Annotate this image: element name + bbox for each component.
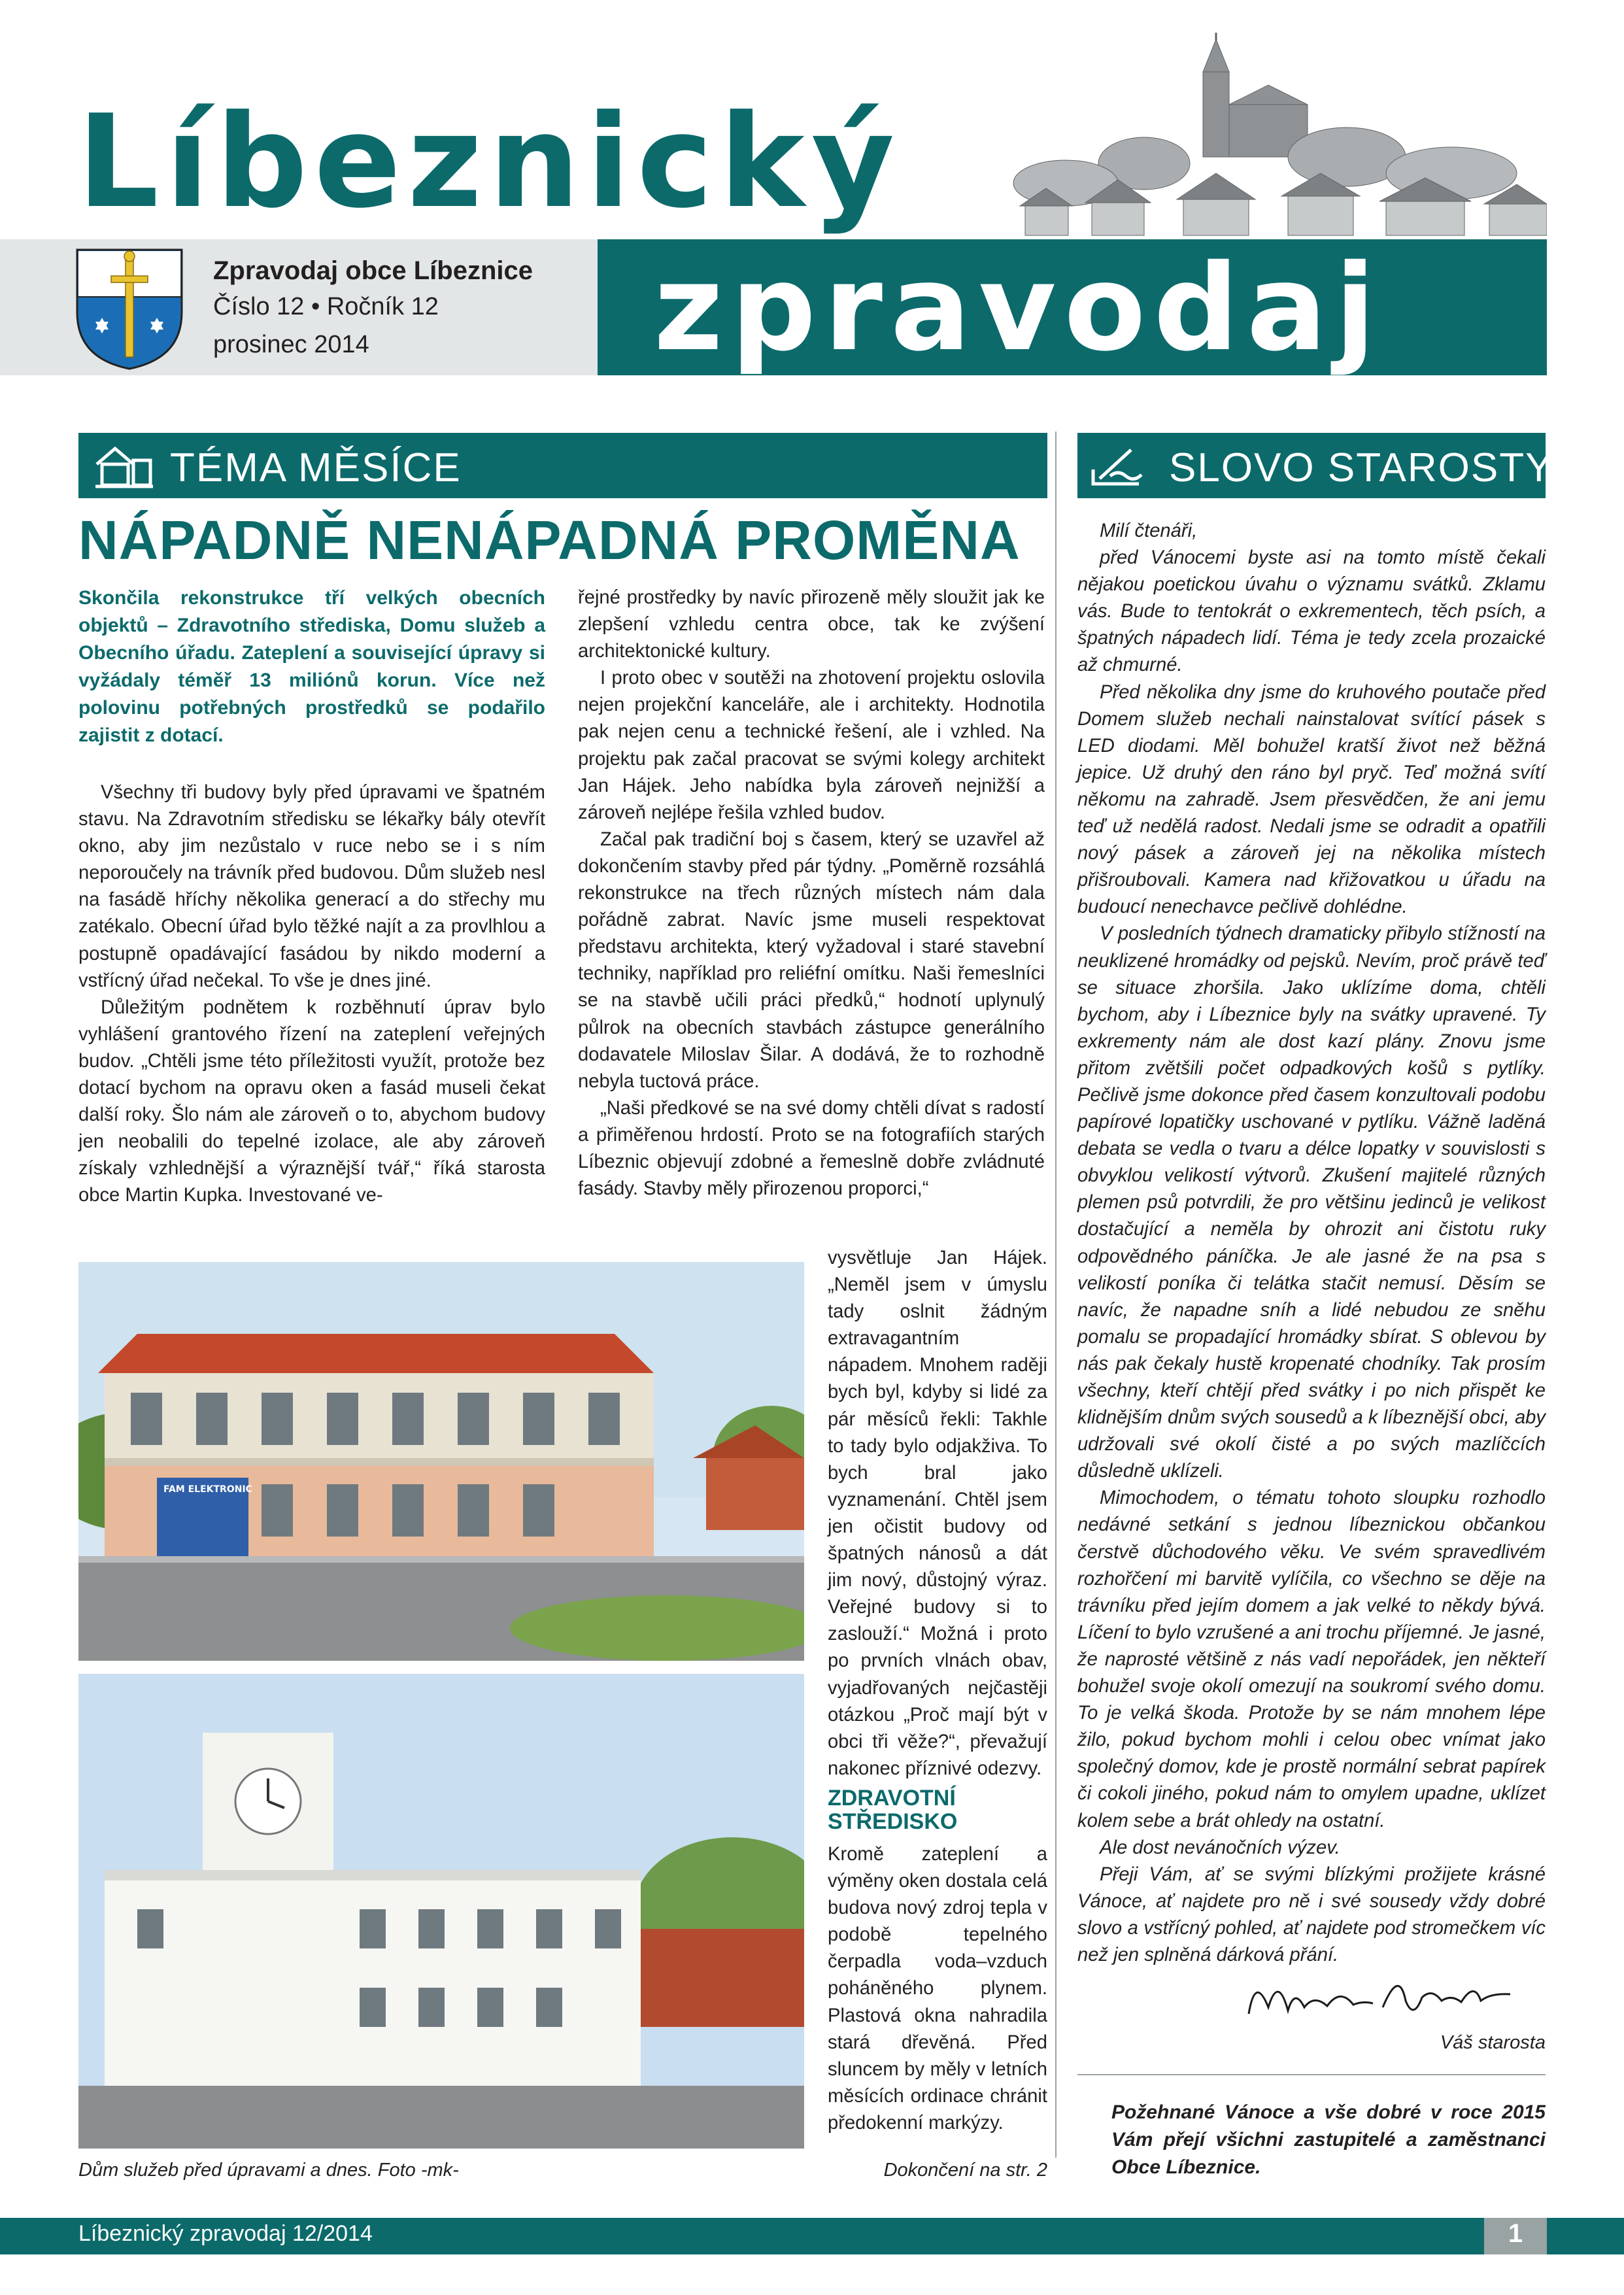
section-label-left: TÉMA MĚSÍCE — [170, 445, 462, 490]
footer-text: Líbeznický zpravodaj 12/2014 — [78, 2221, 373, 2246]
starosta-paragraph: Ale dost nevánočních výzev. — [1100, 1837, 1340, 1858]
house-icon — [93, 442, 156, 489]
starosta-paragraph: Přeji Vám, ať se svými blízkými prožijete krásné Vánoce, ať najdete pro ně i své sousedy vždy dobré slovo a vstřícný pohled, ať najdete pod stromečkem víc než jen splněná dárková přání. — [1077, 1863, 1546, 1965]
article-paragraph: Důležitým podnětem k rozběhnutí úprav bylo vyhlášení grantového řízení na zateplení veřejných budov. „Chtěli jsme této příležitosti využít, protože bez dotací bychom na opravu oken a fasád museli čekat další roky. Šlo nám ale zároveň o to, abychom budovy jen neobalili do tepelné izolace, ale aby zároveň získaly vzhlednější a výraznější tvář,“ říká starosta obce Martin Kupka. Investované ve- — [78, 996, 545, 1206]
starosta-greeting: Milí čtenáři, — [1100, 520, 1198, 541]
shop-sign: FAM ELEKTRONIC — [163, 1484, 252, 1495]
pen-writing-icon — [1091, 443, 1145, 488]
photo-caption: Dům služeb před úpravami a dnes. Foto -mk- — [78, 2160, 459, 2181]
starosta-paragraph: Před několika dny jsme do kruhového poutače před Domem služeb nechali nainstalovat svítící pásek s LED diodami. Měl bohužel kratší život než běžná jepice. Už druhý den ráno byl pryč. Teď možná svítí někomu na zahradě. Jsem přesvědčen, že ani jemu teď už nedělá radost. Nedali jsme se odradit a opatřili nový pásek a zároveň jej na několika místech přišroubovali. Kamera nad křižovatkou u úřadu na budoucí nenechavce pečlivě dohlédne. — [1077, 681, 1546, 918]
section-bar-slovo-starosty — [1077, 433, 1554, 498]
article-paragraph: Začal pak tradiční boj s časem, který se uzavřel až dokončením stavby před pár týdny. „Poměrně rozsáhlá rekonstrukce na třech různých místech nám dala pořádně zabrat. Navíc jsme museli respektovat představu architekta, který vyžadoval i staré stavební techniky, například pro reliéfní omítku. Naši řemeslníci se na stavbě učili práci předků,“ hodnotí uplynulý půlrok na obecních stavbách zástupce generálního dodavatele Miloslav Šilar. A dodává, že to rozhodně nebyla tuctová práce. — [578, 828, 1045, 1092]
masthead-title-line2: zpravodaj — [654, 239, 1383, 377]
article-column-3b — [828, 1841, 1047, 2137]
photo-dum-sluzeb — [78, 1262, 804, 1661]
town-illustration — [1007, 33, 1547, 239]
article-column-2 — [578, 585, 1045, 1202]
article-column-3 — [828, 1245, 1047, 1782]
section-label-right: SLOVO STAROSTY — [1169, 445, 1554, 490]
starosta-column — [1077, 518, 1546, 1969]
masthead-date: prosinec 2014 — [213, 331, 369, 358]
article-paragraph: řejné prostředky by navíc přirozeně měly sloužit jak ke zlepšení vzhledu centra obce, tak ke zvýšení architektonické kultury. — [578, 587, 1045, 662]
article-lead: Skončila rekonstrukce tří velkých obecních objektů – Zdravotního střediska, Domu služeb a Obecního úřadu. Zateplení a související úpravy si vyžádaly téměř 13 miliónů korun. Více než polovinu potřebných prostředků se podařilo zajistit z dotací. — [78, 587, 545, 746]
starosta-paragraph: Mimochodem, o tématu tohoto sloupku rozhodlo nedávné setkání s jednou líbeznickou občankou čerstvě důchodového věku. Ve svém spravedlivém rozhořčení mi barvitě vylíčila, co všechno se děje na trávníku před jejím domem a jak velké to někdy bývá. Líčení to bylo vzrušené a ani trochu příjemné. Je jasné, že naprosté většině z nás vadí nepořádek, jen někteří bohužel svoje okolí omezují na soukromí svého domu. To je velká škoda. Protože by se nám mnohem lépe žilo, pokud bychom mohli i celou obec vnímat jako společný domov, kde je prostě normální sebrat papírek či cokoli jiného, pokud nám to omylem upadne, uklízet kolem sebe a brát ohledy na ostatní. — [1077, 1488, 1546, 1831]
article-paragraph: Kromě zateplení a výměny oken dostala celá budova nový zdroj tepla v podobě tepelného čerpadla voda–vzduch poháněného plynem. Plastová okna nahradila stará dřevěná. Před sluncem by měly v letních měsících ordinace chránit předokenní markýzy. — [828, 1844, 1047, 2134]
masthead-issue: Číslo 12 • Ročník 12 — [213, 293, 439, 320]
article-column-1 — [78, 779, 545, 1210]
coat-of-arms-icon — [75, 247, 184, 371]
signature-divider — [1077, 2074, 1546, 2075]
column-divider — [1055, 432, 1057, 2158]
subheading-zdravotni-stredisko: ZDRAVOTNÍ STŘEDISKO — [828, 1786, 958, 1834]
closing-greeting: Požehnané Vánoce a vše dobré v roce 2015 Vám přejí všichni zastupitelé a zaměstnanci Obce Líbeznice. — [1111, 2101, 1546, 2178]
article-paragraph: Všechny tři budovy byly před úpravami ve špatném stavu. Na Zdravotním středisku se lékařky bály otevřít okno, aby jim nezůstalo v ruce nebo se i s ním neporoučely na trávník před budovou. Dům služeb nesl na fasádě hříchy několika generací a do střechy mu zatékalo. Obecní úřad bylo těžké najít a za provlhlou a postupně opadávající fasádou by nikdo moderní a vstřícný úřad nečekal. To vše je dnes jiné. — [78, 782, 545, 991]
article-paragraph: I proto obec v soutěži na zhotovení projektu oslovila nejen projekční kanceláře, ale i architekty. Hodnotila pak nejen cenu a technické řešení, ale i vzhled. Na projektu pak začal pracovat se svými kolegy architekt Jan Hájek. Jeho nabídka byla zároveň nejnižší a zároveň nejlépe řešila vzhled budov. — [578, 668, 1045, 823]
continued-note: Dokončení na str. 2 — [883, 2160, 1047, 2181]
article-paragraph: „Naši předkové se na své domy chtěli dívat s radostí a přiměřenou hrdostí. Proto se na fotografiích starých Líbeznic objevují zdobné a řemeslně dobře zvládnuté fasády. Stavby měly přirozenou proporci,“ — [578, 1097, 1045, 1200]
signature — [1242, 1962, 1517, 2033]
starosta-paragraph: před Vánocemi byste asi na tomto místě čekali nějakou poetickou úvahu o významu svátků. Zklamu vás. Bude to tentokrát o exkrementech, těch psích, a špatných nápadech lidí. Téma je tedy zcela prozaické až chmurné. — [1077, 547, 1546, 676]
article-headline: NÁPADNĚ NENÁPADNÁ PROMĚNA — [78, 509, 1021, 571]
masthead-subtitle: Zpravodaj obce Líbeznice — [213, 256, 533, 285]
starosta-paragraph: V posledních týdnech dramaticky přibylo stížností na neuklizené hromádky od pejsků. Nevím, proč právě teď se situace zhoršila. Jako uklízíme doma, chtěli bychom, aby i Líbeznice byly na svátky upravené. Ty exkrementy nám ale dost kazí plány. Znovu jsme přitom zvětšili počet odpadkových košů s pytlíky. Pečlivě jsme dokonce před časem konzultovali podobu papírové lopatičky uschované v pytlíku. Vážně laděná debata se vedla o tvaru a délce lopatky v souvislosti s obvyklou velikostí výtvorů. Zkušení majitelé různých plemen psů potvrdili, že pro většinu jedinců je velikost dostačující a neměla by ohrozit ani čistotu ruky odpovědného páníčka. Je ale jasné že na psa s velikostí poníka či telátka stačit nemusí. Děsím se navíc, že napadne sníh a lidé nebudou ze sněhu pomalu se propadající hromádky sbírat. S oblevou by nás pak čekaly hustě kropenaté chodníky. Tak prosím všechny, kteří chtějí před svátky i po nich přispět ke klidnějším dnům svých sousedů a k líbeznější obci, aby udržovali své okolí čisté a po svých mazlíčcích důsledně uklízeli. — [1077, 923, 1546, 1482]
section-bar-tema-mesice — [78, 433, 1047, 498]
signature-label: Váš starosta — [1440, 2032, 1546, 2053]
page-number: 1 — [1508, 2219, 1523, 2248]
article-paragraph: vysvětluje Jan Hájek. „Neměl jsem v úmyslu tady oslnit žádným extravagantním nápadem. Mnohem raději bych byl, kdyby si lidé za pár měsíců řekli: Takhle to tady bylo odjakživa. To bych bral jako vyznamenání. Chtěl jsem jen očistit budovy od špatných nánosů a dát jim nový, důstojný výraz. Veřejné budovy si to zaslouží.“ Možná i proto po prvních vlnách obav, vyjadřovaných nejčastěji otázkou „Proč mají být v obci tři věže?“, převažují nakonec příznivé odezvy. — [828, 1248, 1047, 1779]
photo-dum-sluzeb-dnes — [78, 1674, 804, 2149]
masthead-title-line1: Líbeznický — [77, 88, 902, 237]
